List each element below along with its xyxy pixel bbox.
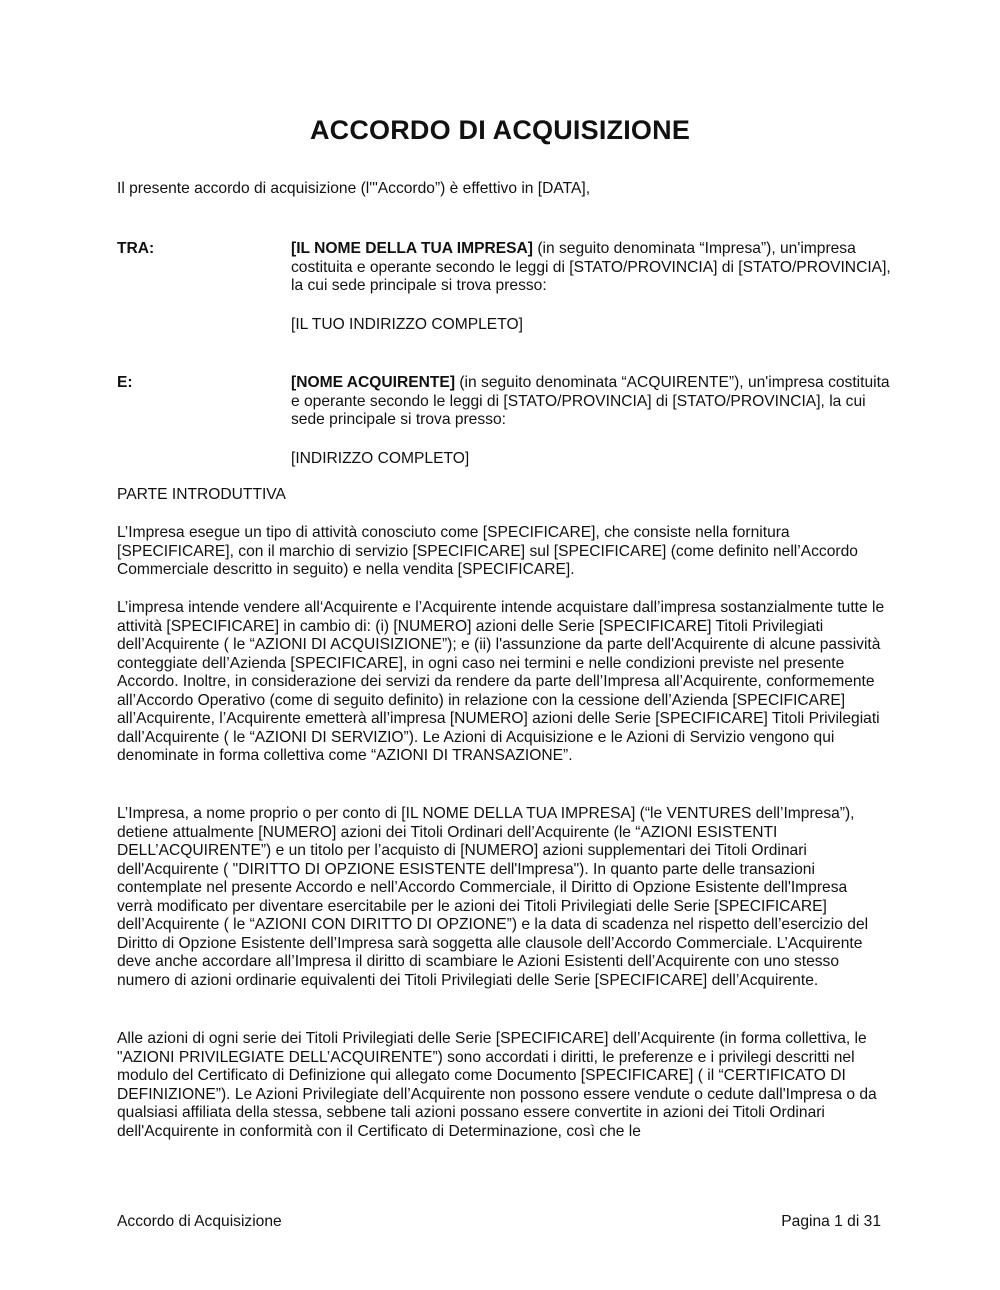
paragraph-1: L’Impresa esegue un tipo di attività conosciuto come [SPECIFICARE], che consiste nella fornitura [SPECIFICARE], con il marchio di servizio [SPECIFICARE] sul [SPECIFICARE] (come definito nell’Accordo Commerciale descritto in seguito) e nella vendita [SPECIFICARE].	[117, 524, 858, 578]
party1-name: [IL NOME DELLA TUA IMPRESA]	[291, 240, 533, 257]
party2-label: E:	[117, 374, 133, 391]
party1-address: [IL TUO INDIRIZZO COMPLETO]	[291, 316, 523, 333]
paragraph-3: L’Impresa, a nome proprio o per conto di [IL NOME DELLA TUA IMPRESA] (“le VENTURES dell’Impresa”), detiene attualmente [NUMERO] azioni dei Titoli Ordinari dell’Acquirente (le “AZIONI ESISTENTI DELL’ACQUIRENTE”) e un titolo per l’acquisto di [NUMERO] azioni supplementari dei Titoli Ordinari dell'Acquirente ( "DIRITTO DI OPZIONE ESISTENTE dell'Impresa"). In quanto parte delle transazioni contemplate nel presente Accordo e nell’Accordo Commerciale, il Diritto di Opzione Esistente dell'Impresa verrà modificato per diventare esercitabile per le azioni dei Titoli Privilegiati delle Serie [SPECIFICARE] dell’Acquirente ( le “AZIONI CON DIRITTO DI OPZIONE”) e la data di scadenza nel rispetto dell’esercizio del Diritto di Opzione Esistente dell’Impresa sarà soggetta alle clausole dell’Accordo Commerciale. L’Acquirente deve anche accordare all’Impresa il diritto di scambiare le Azioni Esistenti dell’Acquirente con uno stesso numero di azioni ordinarie equivalenti dei Titoli Privilegiati delle Serie [SPECIFICARE] dell’Acquirente.	[117, 805, 869, 989]
intro-sentence: Il presente accordo di acquisizione (l'"Accordo”) è effettivo in [DATA],	[117, 180, 591, 197]
footer-document-name: Accordo di Acquisizione	[117, 1213, 282, 1230]
party1-label: TRA:	[117, 240, 155, 257]
section-heading: PARTE INTRODUTTIVA	[117, 486, 286, 503]
paragraph-4: Alle azioni di ogni serie dei Titoli Privilegiati delle Serie [SPECIFICARE] dell’Acquirente (in forma collettiva, le "AZIONI PRIVILEGIATE DELL’ACQUIRENTE”) sono accordati i diritti, le preferenze e i privilegi descritti nel modulo del Certificato di Definizione qui allegato come Documento [SPECIFICARE] ( il “CERTIFICATO DI DEFINIZIONE”). Le Azioni Privilegiate dell’Acquirente non possono essere vendute o cedute dall'Impresa o da qualsiasi affiliata della stessa, sebbene tali azioni possano essere convertite in azioni dei Titoli Ordinari dell'Acquirente in conformità con il Certificato di Determinazione, così che le	[117, 1030, 877, 1140]
party2-description: (in seguito denominata “ACQUIRENTE”), un'impresa costituita e operante secondo le leggi di [STATO/PROVINCIA] di [STATO/PROVINCIA], la cui sede principale si trova presso:	[291, 374, 890, 428]
paragraph-2: L’impresa intende vendere all‘Acquirente e l’Acquirente intende acquistare dall’impresa sostanzialmente tutte le attività [SPECIFICARE] in cambio di: (i) [NUMERO] azioni delle Serie [SPECIFICARE] Titoli Privilegiati dell’Acquirente ( le “AZIONI DI ACQUISIZIONE”); e (ii) l'assunzione da parte dell'Acquirente di alcune passività conteggiate dell’Azienda [SPECIFICARE], in ogni caso nei termini e nelle condizioni previste nel presente Accordo. Inoltre, in considerazione dei servizi da rendere da parte dell’Impresa all’Acquirente, conformemente all’Accordo Operativo (come di seguito definito) in relazione con la cessione dell’Azienda [SPECIFICARE] all’Acquirente, l’Acquirente emetterà all’impresa [NUMERO] azioni delle Serie [SPECIFICARE] Titoli Privilegiati dall’Acquirente ( le “AZIONI DI SERVIZIO”). Le Azioni di Acquisizione e le Azioni di Servizio vengono qui denominate in forma collettiva come “AZIONI DI TRANSAZIONE”.	[117, 599, 885, 764]
document-title: ACCORDO DI ACQUISIZIONE	[309, 115, 691, 145]
party2-details	[291, 374, 891, 430]
party2-name: [NOME ACQUIRENTE]	[291, 374, 456, 391]
footer-page-number: Pagina 1 di 31	[781, 1213, 881, 1230]
party1-description: (in seguito denominata “Impresa”), un'impresa costituita e operante secondo le leggi di [STATO/PROVINCIA] di [STATO/PROVINCIA], la cui sede principale si trova presso:	[291, 240, 891, 294]
party2-address: [INDIRIZZO COMPLETO]	[291, 450, 470, 467]
party1-details	[291, 240, 891, 296]
